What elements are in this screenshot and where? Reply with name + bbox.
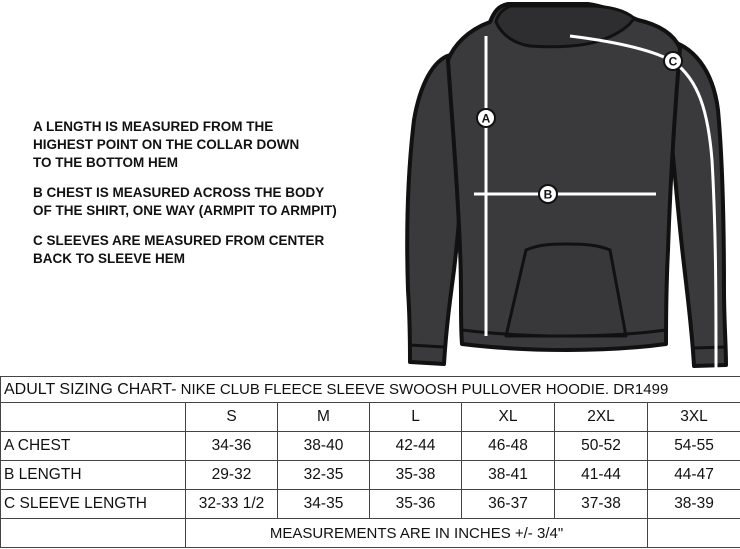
marker-c-label: C [668, 54, 678, 69]
instruction-line: TO THE BOTTOM HEM [33, 155, 178, 170]
size-header: L [370, 403, 462, 432]
measurement-note: MEASUREMENTS ARE IN INCHES +/- 3/4" [186, 519, 648, 548]
size-header: S [186, 403, 278, 432]
instruction-line: C SLEEVES ARE MEASURED FROM CENTER [33, 233, 325, 248]
size-header: 2XL [555, 403, 648, 432]
instruction-line: HIGHEST POINT ON THE COLLAR DOWN [33, 137, 300, 152]
left-cuff [410, 345, 444, 347]
marker-c [664, 52, 682, 70]
table-cell: 41-44 [555, 461, 648, 490]
table-cell: 32-35 [278, 461, 370, 490]
table-row-length [1, 461, 740, 490]
measurement-instructions [33, 118, 413, 280]
table-row-sleeve [1, 490, 740, 519]
row-label: B LENGTH [1, 461, 186, 490]
table-footer-row [1, 519, 740, 548]
table-cell: 35-36 [370, 490, 462, 519]
header-empty-cell [1, 403, 186, 432]
row-label: C SLEEVE LENGTH [1, 490, 186, 519]
marker-b [539, 185, 557, 203]
table-cell: 34-36 [186, 432, 278, 461]
size-header-row [1, 403, 740, 432]
table-cell: 44-47 [648, 461, 740, 490]
table-row-chest [1, 432, 740, 461]
right-cuff [694, 347, 726, 348]
row-label: A CHEST [1, 432, 186, 461]
footer-empty-cell [648, 519, 740, 548]
instruction-line: OF THE SHIRT, ONE WAY (ARMPIT TO ARMPIT) [33, 203, 337, 218]
instruction-line: B CHEST IS MEASURED ACROSS THE BODY [33, 185, 325, 200]
table-title-row [1, 377, 740, 403]
instruction-line: BACK TO SLEEVE HEM [33, 251, 186, 266]
size-header: XL [462, 403, 555, 432]
chart-title-product: NIKE CLUB FLEECE SLEEVE SWOOSH PULLOVER HOODIE. DR1499 [176, 380, 669, 398]
size-header: M [278, 403, 370, 432]
size-header: 3XL [648, 403, 740, 432]
table-cell: 46-48 [462, 432, 555, 461]
instruction-sleeve [33, 232, 413, 268]
table-cell: 36-37 [462, 490, 555, 519]
marker-a-label: A [481, 111, 491, 126]
table-cell: 37-38 [555, 490, 648, 519]
table-cell: 34-35 [278, 490, 370, 519]
table-cell: 38-39 [648, 490, 740, 519]
instruction-chest [33, 184, 413, 220]
hoodie-diagram [398, 0, 740, 376]
table-cell: 32-33 1/2 [186, 490, 278, 519]
chart-title-lead: ADULT SIZING CHART- [4, 380, 177, 398]
instruction-line: A LENGTH IS MEASURED FROM THE [33, 119, 274, 134]
hoodie-illustration [398, 0, 740, 376]
table-cell: 35-38 [370, 461, 462, 490]
table-cell: 54-55 [648, 432, 740, 461]
chart-title [1, 377, 740, 403]
marker-a [477, 109, 495, 127]
table-cell: 38-40 [278, 432, 370, 461]
table-cell: 42-44 [370, 432, 462, 461]
table-cell: 50-52 [555, 432, 648, 461]
instruction-length [33, 118, 413, 172]
marker-b-label: B [543, 187, 553, 202]
sizing-chart-table [0, 376, 740, 548]
kangaroo-pocket [506, 244, 626, 336]
table-cell: 29-32 [186, 461, 278, 490]
table-cell: 38-41 [462, 461, 555, 490]
footer-empty-cell [1, 519, 186, 548]
